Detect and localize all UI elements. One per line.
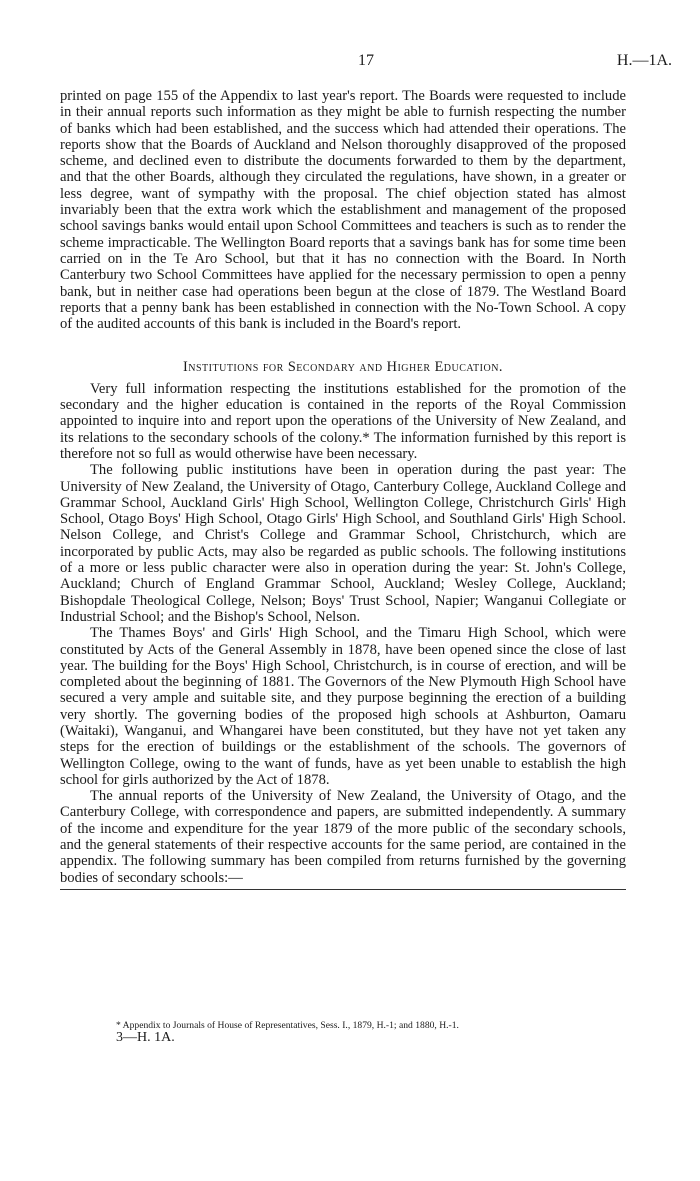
paragraph-public-institutions: The following public institutions have been in operation during the past year: The University of New Zealand, the University of Otago, Canterbury College, Auckland College and Grammar School, Auckland Girls' High School, Wellington College, Christchurch Girls' High School, Otago Boys' High School, Otago Girls' High School, and Southland Girls' High School. Nelson College, and Christ's College and Grammar School, Christchurch, which are incorporated by public Acts, may also be regarded as public schools. The following institutions of a more or less public character were also in operation during the year: St. John's College, Auckland; Church of England Grammar School, Auckland; Wesley College, Auckland; Bishopdale Theological College, Nelson; Boys' Trust School, Napier; Wanganui Collegiate or Industrial School; and the Bishop's School, Nelson. (60, 462, 626, 625)
paragraph-annual-reports: The annual reports of the University of New Zealand, the University of Otago, and the Canterbury College, with correspondence and papers, are submitted independently. A summary of the income and expenditure for the year 1879 of the more public of the secondary schools, and the general statements of their respective accounts for the same period, are contained in the appendix. The following summary has been compiled from returns furnished by the governing bodies of secondary schools:— (60, 788, 626, 886)
paragraph-royal-commission: Very full information respecting the institutions established for the promotion of the secondary and the higher education is contained in the reports of the Royal Commission appointed to inquire into and report upon the operations of the University of New Zealand, and its relations to the secondary schools of the colony.* The information furnished by this report is therefore not so full as would otherwise have been necessary. (60, 380, 626, 462)
document-reference: H.—1A. (616, 52, 672, 69)
paragraph-savings-banks: printed on page 155 of the Appendix to last year's report. The Boards were requested to include in their annual reports such information as they might be able to furnish respecting the number of banks which had been established, and the success which had attended their operations. The reports show that the Boards of Auckland and Nelson thoroughly disapproved of the proposed scheme, and declined even to distribute the documents forwarded to them by the department, and that the other Boards, although they circulated the regulations, have shown, in a greater or less degree, want of sympathy with the proposal. The chief objection stated has almost invariably been that the extra work which the establishment and management of the proposed school savings banks would entail upon School Committees and teachers is such as to render the scheme impracticable. The Wellington Board reports that a savings bank has for some time been carried on in the Te Aro School, but that it has no connection with the Board. In North Canterbury two School Committees have applied for the necessary permission to open a penny bank, but in neither case had operations been begun at the close of 1879. The Westland Board reports that a penny bank has been established in connection with the No-Town School. A copy of the audited accounts of this bank is included in the Board's report. (60, 88, 626, 333)
body-text (60, 88, 626, 890)
paragraph-new-schools: The Thames Boys' and Girls' High School, and the Timaru High School, which were constituted by Acts of the General Assembly in 1878, have been opened since the close of last year. The building for the Boys' High School, Christchurch, is in course of erection, and will be completed about the beginning of 1881. The Governors of the New Plymouth High School have secured a very ample and suitable site, and they purpose beginning the erection of a building very shortly. The governing bodies of the proposed high schools at Ashburton, Oamaru (Waitaki), Wanganui, and Whangarei have been constituted, but they have not yet taken any steps for the erection of buildings or the establishment of the schools. The governors of Wellington College, owing to the want of funds, have as yet been unable to establish the high school for girls authorized by the Act of 1878. (60, 625, 626, 788)
page-number: 17 (358, 52, 374, 69)
footnote: * Appendix to Journals of House of Representatives, Sess. I., 1879, H.-1; and 1880, H.-1. (116, 1020, 459, 1031)
page-header (60, 52, 672, 74)
section-heading: Institutions for Secondary and Higher Education. (183, 359, 503, 376)
printer-signature: 3—H. 1A. (116, 1030, 175, 1045)
section-divider (60, 889, 626, 890)
